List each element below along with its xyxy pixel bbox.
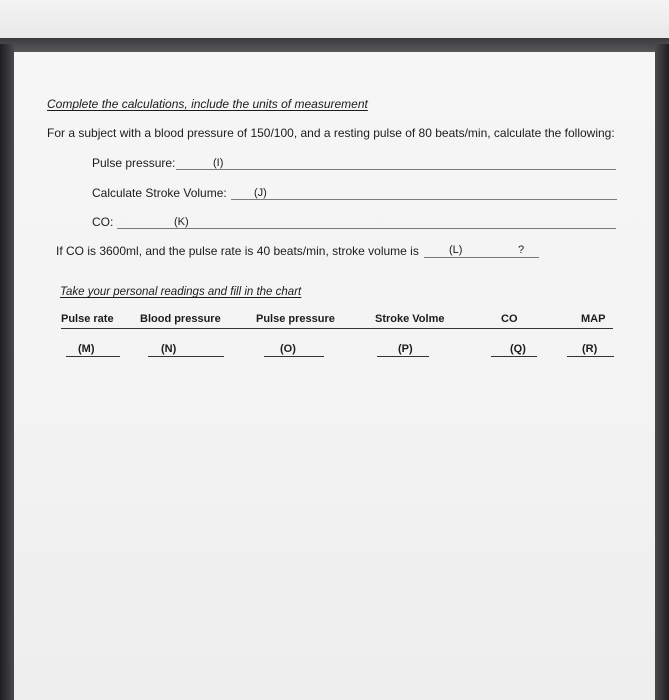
pulse-rate-blank: (M): [78, 343, 95, 355]
co-question-text: If CO is 3600ml, and the pulse rate is 40 beats/min, stroke volume is: [56, 244, 419, 258]
co-chart-answer-line[interactable]: [491, 356, 537, 357]
column-header-co: CO: [501, 313, 518, 325]
pulse-pressure-chart-answer-line[interactable]: [264, 356, 324, 357]
blood-pressure-answer-line[interactable]: [148, 356, 224, 357]
pulse-pressure-chart-blank: (O): [280, 343, 296, 355]
column-header-pulse-pressure: Pulse pressure: [256, 313, 335, 325]
worksheet-page: [14, 52, 655, 700]
pulse-pressure-label: Pulse pressure:: [92, 156, 176, 170]
blood-pressure-blank: (N): [161, 343, 177, 355]
co-label: CO:: [92, 215, 114, 229]
pulse-rate-answer-line[interactable]: [66, 356, 120, 357]
column-header-pulse-rate: Pulse rate: [61, 313, 114, 325]
right-edge: [655, 44, 669, 700]
co-question-answer-line[interactable]: [424, 257, 539, 258]
pulse-pressure-answer-line[interactable]: [176, 169, 616, 170]
chart-header-rule: [61, 328, 613, 329]
column-header-blood-pressure: Blood pressure: [140, 313, 221, 325]
map-answer-line[interactable]: [567, 356, 614, 357]
stroke-volume-blank: (J): [254, 187, 267, 199]
co-chart-blank: (Q): [510, 343, 526, 355]
column-header-map: MAP: [581, 313, 606, 325]
pulse-pressure-blank: (I): [213, 157, 224, 169]
stroke-volume-answer-line[interactable]: [231, 199, 617, 200]
co-answer-line[interactable]: [117, 228, 616, 229]
left-edge: [0, 44, 14, 700]
intro-text: For a subject with a blood pressure of 150/100, and a resting pulse of 80 beats/min, calculate the following:: [47, 126, 615, 140]
co-question-end: ?: [518, 244, 525, 256]
worksheet-heading: Complete the calculations, include the units of measurement: [47, 97, 368, 111]
stroke-volume-label: Calculate Stroke Volume:: [92, 186, 227, 200]
co-blank: (K): [174, 216, 189, 228]
column-header-stroke-volume: Stroke Volme: [375, 313, 445, 325]
map-blank: (R): [582, 343, 598, 355]
top-bar: [0, 38, 669, 52]
stroke-volume-chart-answer-line[interactable]: [377, 356, 429, 357]
stroke-volume-chart-blank: (P): [398, 343, 413, 355]
co-question-blank: (L): [449, 244, 463, 256]
chart-heading: Take your personal readings and fill in the chart: [60, 286, 302, 298]
